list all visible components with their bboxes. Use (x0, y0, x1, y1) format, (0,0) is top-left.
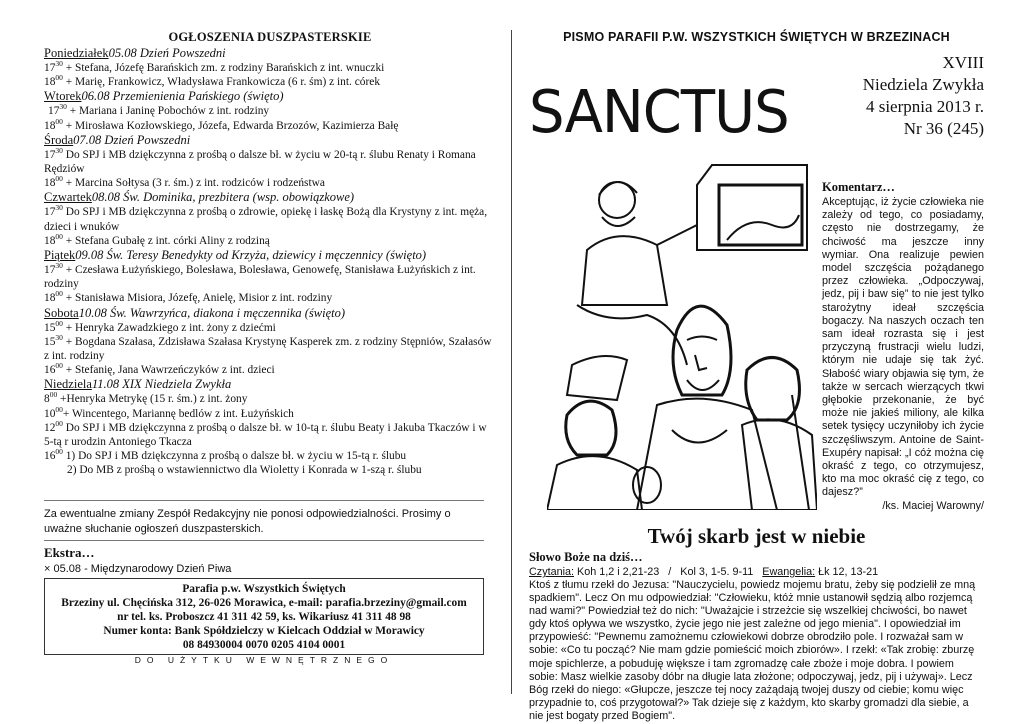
mass-intention (44, 449, 496, 463)
intention-text: + Henryka Zawadzkiego z int. żony z dziećmi (62, 321, 276, 334)
reading-2: Kol 3, 1-5. 9-11 (680, 566, 754, 578)
mass-intention (44, 75, 496, 89)
issue-sunday: Niedziela Zwykła (862, 75, 984, 94)
mass-intention (44, 205, 496, 233)
mass-intention (44, 234, 496, 248)
headline: Twój skarb jest w niebie (647, 524, 866, 548)
day-date: 06.08 Przemienienia Pańskiego (święto) (81, 89, 284, 104)
mass-hour: 17 (44, 264, 56, 277)
intention-text: + Mariana i Janinę Pobochów z int. rodziny (66, 105, 270, 118)
readings-line (529, 566, 984, 579)
day-heading (44, 306, 496, 321)
sanctus-logo: SANCTUS (529, 78, 789, 147)
day-heading (44, 89, 496, 104)
intention-text: + Marcina Sołtysa (3 r. śm.) z int. rodziców i rodzeństwa (62, 177, 325, 190)
announcements-title: OGŁOSZENIA DUSZPASTERSKIE (168, 30, 372, 44)
intention-text: + Mirosława Kozłowskiego, Józefa, Edwarda Brzozów, Kazimierza Bałę (62, 119, 399, 132)
mass-hour: 8 (44, 393, 50, 406)
intention-text: Do SPJ i MB dziękczynna z prośbą o dalsze bł. w życiu w 20-tą r. ślubu Renaty i Romana Rędziów (44, 148, 476, 176)
mass-intention (44, 335, 496, 363)
intention-text: Do SPJ i MB dziękczynna z prośbą o zdrowie, opiekę i łaskę Bożą dla Krystyny z int. męża, dzieci i wnuków (44, 206, 488, 233)
day-name: Środa (44, 132, 74, 147)
word-of-god (529, 550, 984, 723)
masthead-pismo: PISMO PARAFII P.W. WSZYSTKICH ŚWIĘTYCH W BRZEZINACH (563, 30, 950, 44)
mass-hour: 15 (44, 321, 56, 334)
mass-hour: 18 (44, 76, 56, 89)
mass-intention (44, 421, 496, 449)
ekstra-section (44, 545, 484, 575)
day-name: Sobota (44, 305, 79, 320)
commentary (822, 180, 984, 513)
intention-text: + Bogdana Szałasa, Zdzisława Szałasa Krystynę Kasperek zm. z rodziny Stępniów, Szałasów z int. rodziny (44, 335, 492, 363)
day-name: Poniedziałek (44, 46, 109, 60)
gospel-illustration (547, 155, 817, 510)
mass-intention (44, 61, 496, 75)
internal-use-footer: DO UŻYTKU WEWNĘTRZNEGO (134, 655, 394, 665)
mass-minute: 00 (55, 447, 63, 457)
day-date: 10.08 Św. Wawrzyńca, diakona i męczennika (święto) (78, 305, 346, 320)
parish-phones: nr tel. ks. Proboszcz 41 311 42 59, ks. Wikariusz 41 311 48 98 (117, 611, 411, 623)
mass-hour: 10 (44, 407, 56, 420)
day-date: 07.08 Dzień Powszedni (73, 132, 191, 147)
mass-hour: 12 (44, 421, 56, 434)
mass-minute: 00 (55, 318, 63, 328)
mass-minute: 30 (55, 203, 63, 213)
ekstra-item: × 05.08 - Międzynarodowy Dzień Piwa (44, 563, 232, 575)
intention-text: + Stanisława Misiora, Józefę, Anielę, Misior z int. rodziny (62, 292, 333, 305)
gospel-label: Ewangelia: (762, 566, 816, 578)
mass-minute: 30 (55, 333, 63, 343)
mass-intention (44, 104, 496, 118)
mass-minute: 00 (55, 116, 63, 126)
mass-intention (44, 116, 496, 133)
mass-hour: 17 (44, 62, 56, 74)
intention-text: + Wincentego, Mariannę bedlów z int. Łużyńskich (62, 407, 294, 420)
issue-date: 4 sierpnia 2013 r. (865, 97, 984, 116)
mass-intention (44, 318, 496, 335)
day-heading (44, 46, 496, 61)
day-heading (44, 133, 496, 148)
issue-number: Nr 36 (245) (903, 119, 984, 138)
intention-text: + Czesława Łużyńskiego, Bolesława, Bolesława, Genowefę, Stanisława Łużyńskich z int. rodziny (44, 264, 476, 291)
mass-hour: 15 (44, 335, 56, 348)
ekstra-title: Ekstra… (44, 545, 95, 560)
word-title: Słowo Boże na dziś… (529, 550, 643, 564)
intention-text: +Henryka Metrykę (15 r. śm.) z int. żony (57, 393, 248, 406)
editorial-note: Za ewentualne zmiany Zespół Redakcyjny nie ponosi odpowiedzialności. Prosimy o uważne słuchanie ogłoszeń duszpasterskich. (44, 500, 484, 541)
mass-hour: 18 (44, 292, 56, 305)
day-heading (44, 377, 496, 392)
mass-intention (44, 392, 496, 406)
day-date: 09.08 Św. Teresy Benedykty od Krzyża, dziewicy i męczennicy (święto) (75, 248, 427, 263)
mass-intention (44, 291, 496, 305)
mass-hour: 18 (44, 234, 56, 247)
parish-address: Brzeziny ul. Chęcińska 312, 26-026 Morawica, e-mail: parafia.brzeziny@gmail.com (61, 597, 467, 609)
mass-minute: 30 (55, 146, 63, 156)
readings-label: Czytania: (529, 566, 575, 578)
mass-intention (44, 404, 496, 421)
intention-text: 1) Do SPJ i MB dziękczynna z prośbą o dalsze bł. w życiu w 15-tą r. ślubu (62, 450, 407, 463)
intention-text: 2) Do MB z prośbą o wstawiennictwo dla Wioletty i Konrada w 1-szą r. ślubu (67, 464, 422, 477)
mass-minute: 00 (55, 419, 63, 429)
mass-hour: 17 (48, 105, 60, 118)
mass-hour: 16 (44, 364, 56, 377)
mass-minute: 30 (55, 261, 63, 271)
parish-account: 08 84930004 0070 0205 4104 0001 (182, 639, 346, 651)
parish-title: Parafia p.w. Wszystkich Świętych (182, 583, 346, 595)
day-name: Niedziela (44, 377, 92, 392)
column-divider (511, 30, 512, 694)
announcements-days (44, 46, 496, 478)
mass-hour: 18 (44, 119, 56, 132)
day-date: 11.08 XIX Niedziela Zwykła (91, 377, 232, 392)
parish-info-box (44, 578, 484, 655)
mass-minute: 00 (49, 390, 58, 400)
issue-info (863, 52, 984, 140)
mass-minute: 00 (55, 289, 63, 299)
mass-minute: 00 (55, 73, 63, 83)
issue-volume: XVIII (942, 53, 984, 72)
mass-intention (44, 148, 496, 176)
day-name: Wtorek (44, 89, 82, 104)
mass-minute: 00 (55, 232, 63, 242)
mass-minute: 00 (55, 174, 63, 184)
announcements (44, 30, 496, 478)
parish-account-label: Numer konta: Bank Spółdzielczy w Kielcach Oddział w Morawicy (103, 625, 425, 637)
day-date: 08.08 Św. Dominika, prezbitera (wsp. obowiązkowe) (91, 190, 355, 205)
mass-hour: 17 (44, 148, 56, 161)
mass-intention (44, 176, 496, 190)
commentary-author: /ks. Maciej Warowny/ (882, 499, 984, 512)
day-name: Piątek (44, 248, 76, 263)
mass-intention (44, 463, 496, 477)
mass-hour: 17 (44, 206, 56, 219)
reading-1: Koh 1,2 i 2,21-23 (577, 566, 660, 578)
day-heading (44, 190, 496, 205)
day-date: 05.08 Dzień Powszedni (108, 46, 226, 60)
mass-intention (44, 263, 496, 291)
intention-text: Do SPJ i MB dziękczynna z prośbą o dalsze bł. w 10-tą r. ślubu Beaty i Jakuba Tkaczów i w 5-tą r urodzin Antoniego Tkacza (44, 421, 487, 449)
mass-minute: 00 (55, 361, 63, 371)
gospel-text: Ktoś z tłumu rzekł do Jezusa: "Nauczycielu, powiedz mojemu bratu, żeby się podzielił ze mną spadkiem". Lecz On mu odpowiedział: "Człowieku, któż mnie ustanowił sędzią albo rozjemcą nad wami?" Powiedział też do nich: "Uważajcie i strzeżcie się wszelkiej chciwości, bo nawet gdy ktoś opływa we wszystko, życie jego nie jest zależne od jego mienia". I opowiedział im przypowieść: "Pewnemu zamożnemu człowiekowi dobrze obrodziło pole. I rozważał sam w sobie: «Co tu począć? Nie mam gdzie pomieścić moich zbiorów». I rzekł: «Tak zrobię: zburzę moje spichlerze, a pobuduję większe i tam zgromadzę całe zboże i moje dobra. I powiem sobie: Masz wielkie zasoby dóbr na długie lata złożone; odpoczywaj, jedz, pij i używaj». Lecz Bóg rzekł do niego: «Głupcze, jeszcze tej nocy zażądają twojej duszy od ciebie; komu więc przypadnie to, coś przygotował?» Tak dzieje się z każdym, kto skarby gromadzi dla siebie, a nie jest bogaty przed Bogiem". (529, 579, 976, 722)
intention-text: + Marię, Frankowicz, Władysława Frankowicza (6 r. śm) z int. córek (62, 76, 381, 89)
gospel-reference: Łk 12, 13-21 (818, 566, 879, 578)
day-heading (44, 248, 496, 263)
commentary-title: Komentarz… (822, 180, 895, 194)
day-name: Czwartek (44, 190, 92, 205)
commentary-text: Akceptując, iż życie człowieka nie zależy od tego, co posiadamy, często nie dostrzegamy, że chciwość ma jeszcze inny wymiar. Ona realizuje pewien model szczęścia pożądanego przez człowieka. „Odpoczywaj, jedz, pij i baw się” to nie jest tylko starożytny ideał szczęścia bogaczy. Na naszych oczach ten sam ideał rozrasta się i jest przyczyną frustracji wielu ludzi, którym nie udaje się tak żyć. Słabość wiary objawia się tym, że także w sercach wierzących tkwi głębokie przekonanie, że być może nie jakieś miliony, ale kilka setek tysięcy uczyniłoby ich życie szczęśliwszym. Antoine de Saint-Exupéry napisał: „I cóż można cię okraść z tego, co otrzymujesz, kto ma moc okraść cię z tego, co dajesz?” (822, 196, 984, 499)
mass-hour: 18 (44, 177, 56, 190)
mass-hour: 16 (44, 450, 56, 463)
readings-separator: / (668, 566, 672, 578)
mass-minute: 30 (59, 102, 67, 112)
mass-minute: 30 (55, 59, 63, 69)
intention-text: + Stefana, Józefę Barańskich zm. z rodziny Barańskich z int. wnuczki (62, 62, 385, 74)
mass-minute: 00 (55, 404, 63, 414)
intention-text: + Stefanię, Jana Wawrzeńczyków z int. dzieci (62, 364, 275, 377)
mass-intention (44, 363, 496, 377)
intention-text: + Stefana Gubałę z int. córki Aliny z rodziną (62, 234, 270, 247)
